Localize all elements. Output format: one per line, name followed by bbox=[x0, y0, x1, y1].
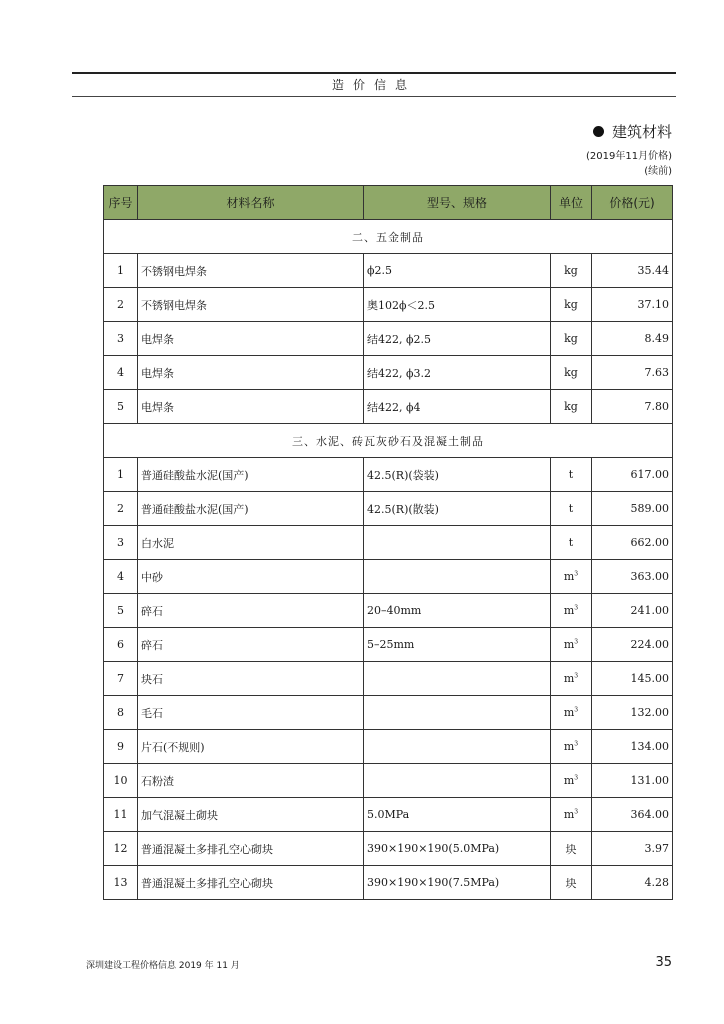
cell-no: 2 bbox=[104, 288, 138, 322]
cell-no: 4 bbox=[104, 356, 138, 390]
cell-no: 6 bbox=[104, 628, 138, 662]
cell-no: 5 bbox=[104, 390, 138, 424]
cell-name: 加气混凝土砌块 bbox=[138, 798, 364, 832]
cell-spec: 5.0MPa bbox=[364, 798, 551, 832]
table-row bbox=[104, 730, 673, 764]
cell-spec bbox=[364, 662, 551, 696]
cell-price: 7.63 bbox=[592, 356, 673, 390]
cell-price: 7.80 bbox=[592, 390, 673, 424]
cell-unit: t bbox=[551, 492, 592, 526]
cell-name: 白水泥 bbox=[138, 526, 364, 560]
cell-unit: $m^3$ bbox=[551, 730, 592, 764]
cell-spec: 奥102ϕ＜2.5 bbox=[364, 288, 551, 322]
section-title: 建筑材料 bbox=[611, 123, 672, 141]
cell-name: 碎石 bbox=[138, 594, 364, 628]
cell-unit: $m^3$ bbox=[551, 628, 592, 662]
cell-unit: $m^3$ bbox=[551, 798, 592, 832]
cell-unit: $m^3$ bbox=[551, 560, 592, 594]
cell-name: 普通混凝土多排孔空心砌块 bbox=[138, 866, 364, 900]
table-row bbox=[104, 458, 673, 492]
cell-name: 电焊条 bbox=[138, 390, 364, 424]
cell-price: 241.00 bbox=[592, 594, 673, 628]
cell-price: 224.00 bbox=[592, 628, 673, 662]
cell-no: 2 bbox=[104, 492, 138, 526]
header-divider bbox=[72, 96, 676, 97]
cell-name: 片石(不规则) bbox=[138, 730, 364, 764]
cell-no: 5 bbox=[104, 594, 138, 628]
cell-unit: t bbox=[551, 458, 592, 492]
table-row bbox=[104, 390, 673, 424]
group-row bbox=[104, 424, 673, 458]
group-title: 二、五金制品 bbox=[104, 220, 673, 254]
table-body bbox=[104, 220, 673, 900]
cell-name: 不锈钢电焊条 bbox=[138, 254, 364, 288]
cell-no: 3 bbox=[104, 526, 138, 560]
cell-unit: kg bbox=[551, 322, 592, 356]
cell-no: 10 bbox=[104, 764, 138, 798]
cell-unit: kg bbox=[551, 254, 592, 288]
cell-price: 145.00 bbox=[592, 662, 673, 696]
cell-price: 617.00 bbox=[592, 458, 673, 492]
cell-unit: kg bbox=[551, 356, 592, 390]
table-row bbox=[104, 560, 673, 594]
cell-name: 中砂 bbox=[138, 560, 364, 594]
group-row bbox=[104, 220, 673, 254]
cell-name: 普通硅酸盐水泥(国产) bbox=[138, 492, 364, 526]
section-note: (续前) bbox=[644, 166, 672, 177]
table-header-row bbox=[104, 186, 673, 220]
col-header-price: 价格(元) bbox=[592, 186, 673, 220]
cell-price: 132.00 bbox=[592, 696, 673, 730]
cell-no: 11 bbox=[104, 798, 138, 832]
cell-unit: 块 bbox=[551, 866, 592, 900]
cell-unit: t bbox=[551, 526, 592, 560]
table-row bbox=[104, 594, 673, 628]
cell-price: 364.00 bbox=[592, 798, 673, 832]
cell-price: 363.00 bbox=[592, 560, 673, 594]
table-row bbox=[104, 492, 673, 526]
cell-spec bbox=[364, 526, 551, 560]
cell-spec: 结422, ϕ4 bbox=[364, 390, 551, 424]
table-row bbox=[104, 628, 673, 662]
col-header-no: 序号 bbox=[104, 186, 138, 220]
cell-no: 12 bbox=[104, 832, 138, 866]
cell-no: 1 bbox=[104, 458, 138, 492]
cell-name: 石粉渣 bbox=[138, 764, 364, 798]
table-row bbox=[104, 798, 673, 832]
cell-unit: kg bbox=[551, 390, 592, 424]
cell-no: 8 bbox=[104, 696, 138, 730]
cell-price: 134.00 bbox=[592, 730, 673, 764]
cell-price: 35.44 bbox=[592, 254, 673, 288]
cell-name: 碎石 bbox=[138, 628, 364, 662]
cell-no: 13 bbox=[104, 866, 138, 900]
cell-spec: 390×190×190(5.0MPa) bbox=[364, 832, 551, 866]
cell-no: 3 bbox=[104, 322, 138, 356]
cell-price: 37.10 bbox=[592, 288, 673, 322]
table-row bbox=[104, 288, 673, 322]
section-subtitle: (2019年11月价格) bbox=[586, 151, 672, 162]
cell-spec: 20–40mm bbox=[364, 594, 551, 628]
col-header-spec: 型号、规格 bbox=[364, 186, 551, 220]
cell-price: 589.00 bbox=[592, 492, 673, 526]
cell-spec bbox=[364, 696, 551, 730]
table-row bbox=[104, 832, 673, 866]
cell-spec: 结422, ϕ2.5 bbox=[364, 322, 551, 356]
group-title: 三、水泥、砖瓦灰砂石及混凝土制品 bbox=[104, 424, 673, 458]
table-row bbox=[104, 356, 673, 390]
cell-price: 4.28 bbox=[592, 866, 673, 900]
header-title: 造价信息 bbox=[331, 78, 416, 92]
table-row bbox=[104, 696, 673, 730]
cell-unit: 块 bbox=[551, 832, 592, 866]
cell-unit: $m^3$ bbox=[551, 696, 592, 730]
col-header-unit: 单位 bbox=[551, 186, 592, 220]
section-heading bbox=[593, 121, 672, 142]
cell-spec bbox=[364, 764, 551, 798]
cell-unit: kg bbox=[551, 288, 592, 322]
price-table bbox=[103, 185, 673, 900]
cell-spec: 结422, ϕ3.2 bbox=[364, 356, 551, 390]
cell-no: 9 bbox=[104, 730, 138, 764]
cell-name: 普通硅酸盐水泥(国产) bbox=[138, 458, 364, 492]
bullet-icon bbox=[593, 126, 604, 137]
cell-spec: ϕ2.5 bbox=[364, 254, 551, 288]
cell-unit: $m^3$ bbox=[551, 662, 592, 696]
table-row bbox=[104, 764, 673, 798]
cell-no: 1 bbox=[104, 254, 138, 288]
table-row bbox=[104, 322, 673, 356]
table-row bbox=[104, 526, 673, 560]
cell-price: 131.00 bbox=[592, 764, 673, 798]
cell-name: 普通混凝土多排孔空心砌块 bbox=[138, 832, 364, 866]
table-row bbox=[104, 866, 673, 900]
cell-spec: 390×190×190(7.5MPa) bbox=[364, 866, 551, 900]
cell-price: 662.00 bbox=[592, 526, 673, 560]
cell-name: 电焊条 bbox=[138, 322, 364, 356]
cell-unit: $m^3$ bbox=[551, 764, 592, 798]
cell-price: 8.49 bbox=[592, 322, 673, 356]
cell-spec bbox=[364, 560, 551, 594]
cell-name: 不锈钢电焊条 bbox=[138, 288, 364, 322]
table-row bbox=[104, 254, 673, 288]
cell-unit: $m^3$ bbox=[551, 594, 592, 628]
col-header-name: 材料名称 bbox=[138, 186, 364, 220]
cell-name: 块石 bbox=[138, 662, 364, 696]
cell-name: 毛石 bbox=[138, 696, 364, 730]
top-rule bbox=[72, 72, 676, 74]
cell-price: 3.97 bbox=[592, 832, 673, 866]
cell-spec: 42.5(R)(袋装) bbox=[364, 458, 551, 492]
table-row bbox=[104, 662, 673, 696]
cell-spec bbox=[364, 730, 551, 764]
cell-no: 4 bbox=[104, 560, 138, 594]
cell-no: 7 bbox=[104, 662, 138, 696]
cell-name: 电焊条 bbox=[138, 356, 364, 390]
cell-spec: 5–25mm bbox=[364, 628, 551, 662]
page-number: 35 bbox=[655, 955, 672, 970]
footer-source: 深圳建设工程价格信息 2019 年 11 月 bbox=[86, 961, 240, 971]
cell-spec: 42.5(R)(散装) bbox=[364, 492, 551, 526]
